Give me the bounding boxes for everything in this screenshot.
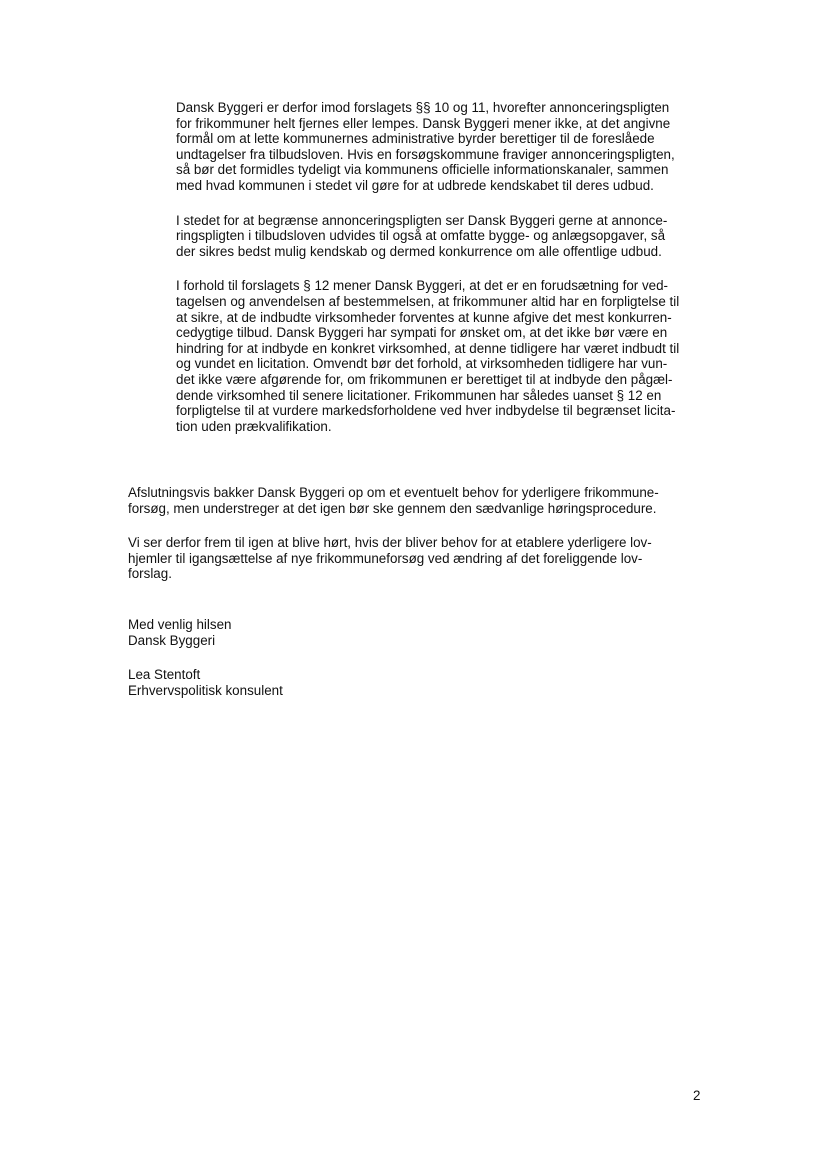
text-line: I stedet for at begrænse annonceringspligten ser Dansk Byggeri gerne at annonce- bbox=[176, 212, 668, 228]
signer-title: Erhvervspolitisk konsulent bbox=[128, 682, 283, 698]
text-line: så bør det formidles tydeligt via kommunens officielle informationskanaler, sammen bbox=[176, 162, 669, 178]
text-line: ringspligten i tilbudsloven udvides til også at omfatte bygge- og anlægsopgaver, så bbox=[176, 228, 666, 244]
text-line: forsøg, men understreger at det igen bør ske gennem den sædvanlige høringsprocedure. bbox=[128, 500, 657, 516]
signer-block bbox=[128, 667, 528, 698]
text-line: forpligtelse til at vurdere markedsforholdene ved hver indbydelse til begrænset licita- bbox=[176, 403, 676, 419]
signature-block bbox=[128, 617, 528, 717]
text-line: hjemler til igangsættelse af nye frikommuneforsøg ved ændring af det foreliggende lov- bbox=[128, 550, 643, 566]
paragraph-tilbudsloven bbox=[176, 213, 728, 260]
text-line: tion uden prækvalifikation. bbox=[176, 418, 332, 434]
text-line: tagelsen og anvendelsen af bestemmelsen, at frikommuner altid har en forpligtelse til bbox=[176, 293, 680, 309]
page-number: 2 bbox=[693, 1088, 701, 1103]
greeting: Med venlig hilsen bbox=[128, 617, 232, 632]
greeting-block bbox=[128, 617, 528, 648]
text-line: hindring for at indbyde en konkret virksomhed, at denne tidligere har været indbudt til bbox=[176, 340, 680, 356]
text-line: der sikres bedst mulig kendskab og dermed konkurrence om alle offentlige udbud. bbox=[176, 243, 662, 259]
text-line: undtagelser fra tilbudsloven. Hvis en forsøgskommune fraviger annonceringspligten, bbox=[176, 146, 675, 162]
text-line: og vundet en licitation. Omvendt bør det forhold, at virksomheden tidligere har vun- bbox=[176, 356, 668, 372]
signer-name: Lea Stentoft bbox=[128, 667, 201, 683]
paragraph-paragraf-12 bbox=[176, 278, 728, 434]
text-line: forslag. bbox=[128, 566, 172, 582]
text-line: det ikke være afgørende for, om frikommunen er berettiget til at indbyde den pågæl- bbox=[176, 371, 673, 387]
paragraph-hoering bbox=[128, 535, 728, 582]
text-line: Vi ser derfor frem til igen at blive hørt, hvis der bliver behov for at etablere yderligere lov- bbox=[128, 535, 652, 551]
text-line: Afslutningsvis bakker Dansk Byggeri op om et eventuelt behov for yderligere frikommune- bbox=[128, 485, 659, 500]
text-line: dende virksomhed til senere licitationer. Frikommunen har således uanset § 12 en bbox=[176, 387, 662, 403]
main-section bbox=[128, 485, 728, 601]
indented-section bbox=[176, 100, 728, 453]
organization-name: Dansk Byggeri bbox=[128, 632, 216, 648]
text-line: for frikommuner helt fjernes eller lempes. Dansk Byggeri mener ikke, at det angivne bbox=[176, 115, 671, 131]
paragraph-afslutning bbox=[128, 485, 728, 516]
text-line: cedygtige tilbud. Dansk Byggeri har sympati for ønsket om, at det ikke bør være en bbox=[176, 325, 668, 341]
text-line: formål om at lette kommunernes administrative byrder berettiger til de foreslåede bbox=[176, 131, 655, 147]
paragraph-annonceringspligt bbox=[176, 100, 728, 194]
text-line: at sikre, at de indbudte virksomheder forventes at kunne afgive det mest konkurren- bbox=[176, 309, 672, 325]
text-line: Dansk Byggeri er derfor imod forslagets §§ 10 og 11, hvorefter annonceringspligten bbox=[176, 100, 670, 115]
text-line: I forhold til forslagets § 12 mener Dansk Byggeri, at det er en forudsætning for ved- bbox=[176, 278, 668, 294]
text-line: med hvad kommunen i stedet vil gøre for at udbrede kendskabet til deres udbud. bbox=[176, 177, 654, 193]
